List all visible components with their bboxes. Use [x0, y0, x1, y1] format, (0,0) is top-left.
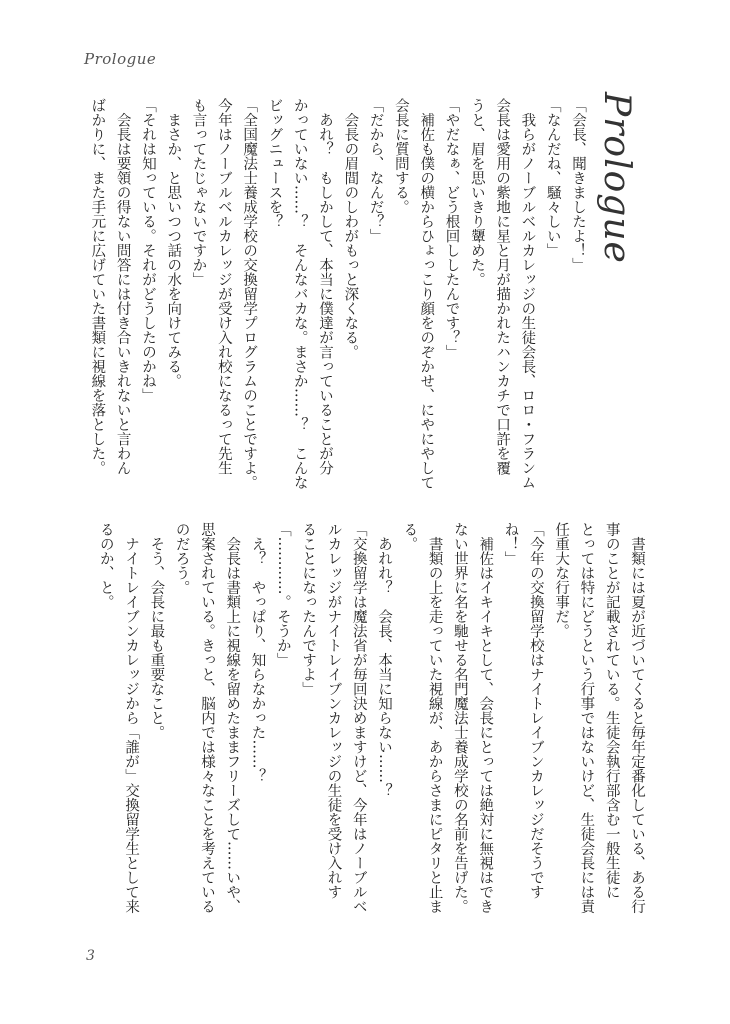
text-column: 「今年の交換留学校はナイトレイブンカレッジだそうです	[527, 522, 544, 899]
text-block-top	[84, 98, 590, 490]
text-column: 「やだなぁ、どう根回ししたんです？」	[443, 98, 460, 359]
text-column: 書類の上を走っていた視線が、あからさまにピタリと止ま	[426, 522, 443, 914]
text-column: 「全国魔法士養成学校の交換留学プログラムのことですよ。	[241, 98, 258, 490]
text-column: 今年はノーブルベルカレッジが受け入れ校になるって先生	[215, 98, 232, 475]
text-column: 「交換留学は魔法省が毎回決めますけど、今年はノーブルベ	[350, 522, 367, 914]
text-column: 書類には夏が近づいてくると毎年定番化している、ある行	[629, 522, 645, 914]
text-column: 「だから、なんだ？」	[367, 98, 384, 243]
text-column: 会長は愛用の紫地に星と月が描かれたハンカチで口許を覆	[494, 98, 511, 475]
text-column: ることになったんですよ」	[300, 522, 317, 696]
text-column: も言ってたじゃないですか」	[190, 98, 207, 287]
text-column: ない世界に名を馳せる名門魔法士養成学校の名前を告げた。	[451, 522, 468, 914]
text-column: 「会長、聞きましたよ！」	[570, 98, 586, 272]
chapter-title: Prologue	[596, 92, 637, 264]
text-column: うと、眉を思いきり顰めた。	[468, 98, 485, 287]
text-column: 思案されている。きっと、脳内では様々なことを考えている	[198, 522, 215, 914]
text-column: ビッグニュースを？	[266, 98, 283, 229]
text-column: る。	[401, 522, 418, 551]
text-column: 会長は書類上に視線を留めたままフリーズして……いや、	[224, 522, 241, 914]
text-column: 会長に質問する。	[392, 98, 409, 214]
text-column: かっていない……？ そんなバカな。まさか……？ こんな	[291, 98, 308, 490]
text-column: ね！」	[502, 522, 519, 566]
running-head: Prologue	[84, 50, 157, 68]
text-column: ルカレッジがナイトレイブンカレッジの生徒を受け入れす	[325, 522, 342, 899]
text-column: あれ？ もしかして、本当に僕達が言っていることが分	[317, 98, 334, 475]
text-column: ナイトレイブンカレッジから「誰が」交換留学生として来	[123, 522, 140, 914]
text-column: るのか、と。	[97, 522, 114, 609]
page-number: 3	[86, 948, 95, 964]
text-column: そう、会長に最も重要なこと。	[148, 522, 165, 740]
text-column: 「それは知っている。それがどうしたのかね」	[139, 98, 156, 403]
text-column: 会長の眉間のしわがもっと深くなる。	[342, 98, 359, 359]
text-column: とっては特にどうという行事ではないけど、生徒会長には責	[578, 522, 595, 914]
text-column: 任重大な行事だ。	[553, 522, 570, 638]
text-column: 補佐はイキイキとして、会長にとっては絶対に無視はでき	[477, 522, 494, 914]
text-column: まさか、と思いつつ話の水を向けてみる。	[165, 98, 182, 388]
text-column: 補佐も僕の横からひょっこり顔をのぞかせ、にやにやして	[418, 98, 435, 490]
text-column: え？ やっぱり、知らなかった……？	[249, 522, 266, 783]
text-column: ばかりに、また手元に広げていた書類に視線を落とした。	[89, 98, 106, 475]
text-column: 「なんだね、騒々しい」	[544, 98, 561, 258]
text-block-bottom	[92, 522, 649, 914]
text-column: 事のことが記載されている。生徒会執行部含む一般生徒に	[603, 522, 620, 899]
text-column: 「…………。そうか」	[274, 522, 291, 667]
text-column: あれれ？ 会長、本当に知らない……？	[376, 522, 393, 798]
text-column: 我らがノーブルベルカレッジの生徒会長、ロロ・フランム	[519, 98, 536, 490]
text-column: のだろう。	[173, 522, 190, 595]
text-column: 会長は要領の得ない問答には付き合いきれないと言わん	[114, 98, 131, 475]
